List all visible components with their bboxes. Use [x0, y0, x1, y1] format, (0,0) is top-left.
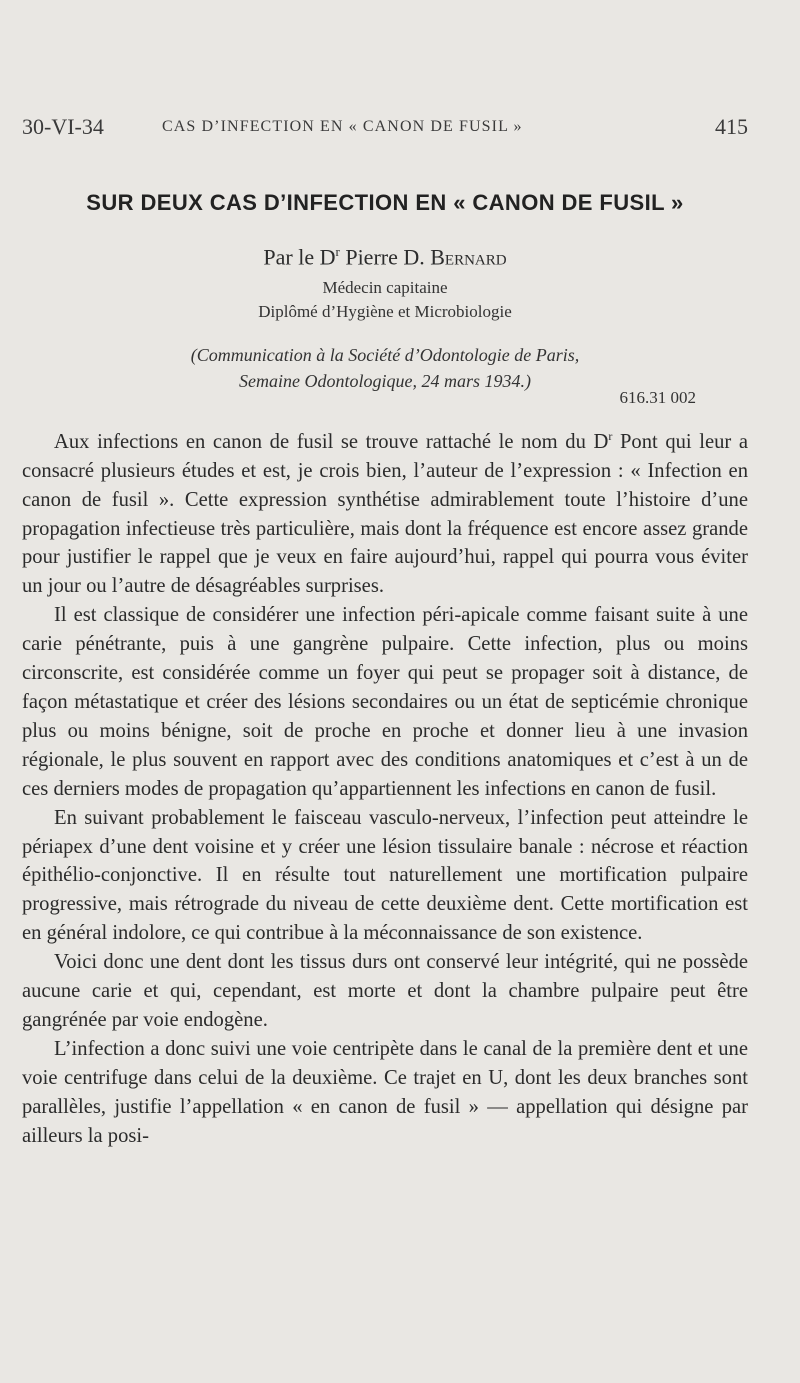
communication-note — [22, 342, 748, 394]
running-title: CAS D’INFECTION EN « CANON DE FUSIL » — [162, 118, 523, 135]
article-title: SUR DEUX CAS D’INFECTION EN « CANON DE FUSIL » — [86, 190, 684, 215]
article-body — [22, 422, 748, 1151]
author-byline — [22, 244, 748, 270]
header-date: 30-VI-34 — [22, 114, 104, 139]
running-header — [22, 112, 748, 144]
classification-code: 616.31 002 — [619, 388, 696, 407]
byline-last-name: Bernard — [430, 244, 507, 270]
paragraph-5: L’infection a donc suivi une voie centripète dans le canal de la première dent et une voie centrifuge dans celui de la deuxième. Ce trajet en U, dont les deux branches sont parallèles, justifie l’appellation « en canon de fusil » — appellation qui désigne par ailleurs la posi- — [22, 1037, 748, 1147]
communication-line-1: (Communication à la Société d’Odontologie de Paris, — [190, 345, 580, 365]
affiliation-rank: Médecin capitaine — [322, 278, 448, 297]
affiliation-diploma: Diplômé d’Hygiène et Microbiologie — [258, 302, 512, 321]
paragraph-2: Il est classique de considérer une infection péri-apicale comme faisant suite à une carie pénétrante, puis à une gangrène pulpaire. Cette infection, plus ou moins circonscrite, est considérée comme un foyer qui peut se propager soit à distance, de façon métastatique et créer des lésions secondaires ou un état de septicémie chronique plus ou moins bénigne, soit de proche en proche et donner lieu à une invasion régionale, le plus souvent en rapport avec des conditions anatomiques et c’est à un de ces derniers modes de propagation qu’appartiennent les infections en canon de fusil. — [22, 604, 748, 800]
p1-text-start: Aux infections en canon de fusil se trouve rattaché le nom du D — [54, 430, 609, 453]
byline-doctor-sup: r — [335, 244, 340, 259]
communication-line-2: Semaine Odontologique, 24 mars 1934.) — [239, 371, 531, 391]
byline-first-name: Pierre D. — [339, 244, 431, 270]
page-number: 415 — [715, 114, 748, 139]
paragraph-4: Voici donc une dent dont les tissus durs ont conservé leur intégrité, qui ne possède aucune carie et qui, cependant, est morte et dont la chambre pulpaire peut être gangrénée par voie endogène. — [22, 951, 748, 1031]
paragraph-1 — [22, 422, 748, 601]
byline-prefix: Par le D — [263, 244, 336, 270]
p1-text-end: Pont qui leur a consacré plusieurs études et est, je crois bien, l’auteur de l’expression : « Infection en canon de fusil ». Cette expression synthétise admirablement toute l’histoire d’une propagation infectieuse très particulière, mais dont la fréquence est encore assez grande pour justifier le rappel que je veux en faire aujourd’hui, rappel qui pourra vous éviter un jour ou l’autre de désagréables surprises. — [22, 430, 748, 598]
p1-doctor-sup: r — [608, 429, 613, 443]
paragraph-3: En suivant probablement le faisceau vasculo-nerveux, l’infection peut atteindre le périapex d’une dent voisine et y créer une lésion tissulaire banale : nécrose et réaction épithélio-conjonctive. Il en résulte tout naturellement une mortification pulpaire progressive, mais rétrograde du niveau de cette deuxième dent. Cette mortification est en général indolore, ce qui contribue à la méconnaissance de son existence. — [22, 806, 748, 945]
